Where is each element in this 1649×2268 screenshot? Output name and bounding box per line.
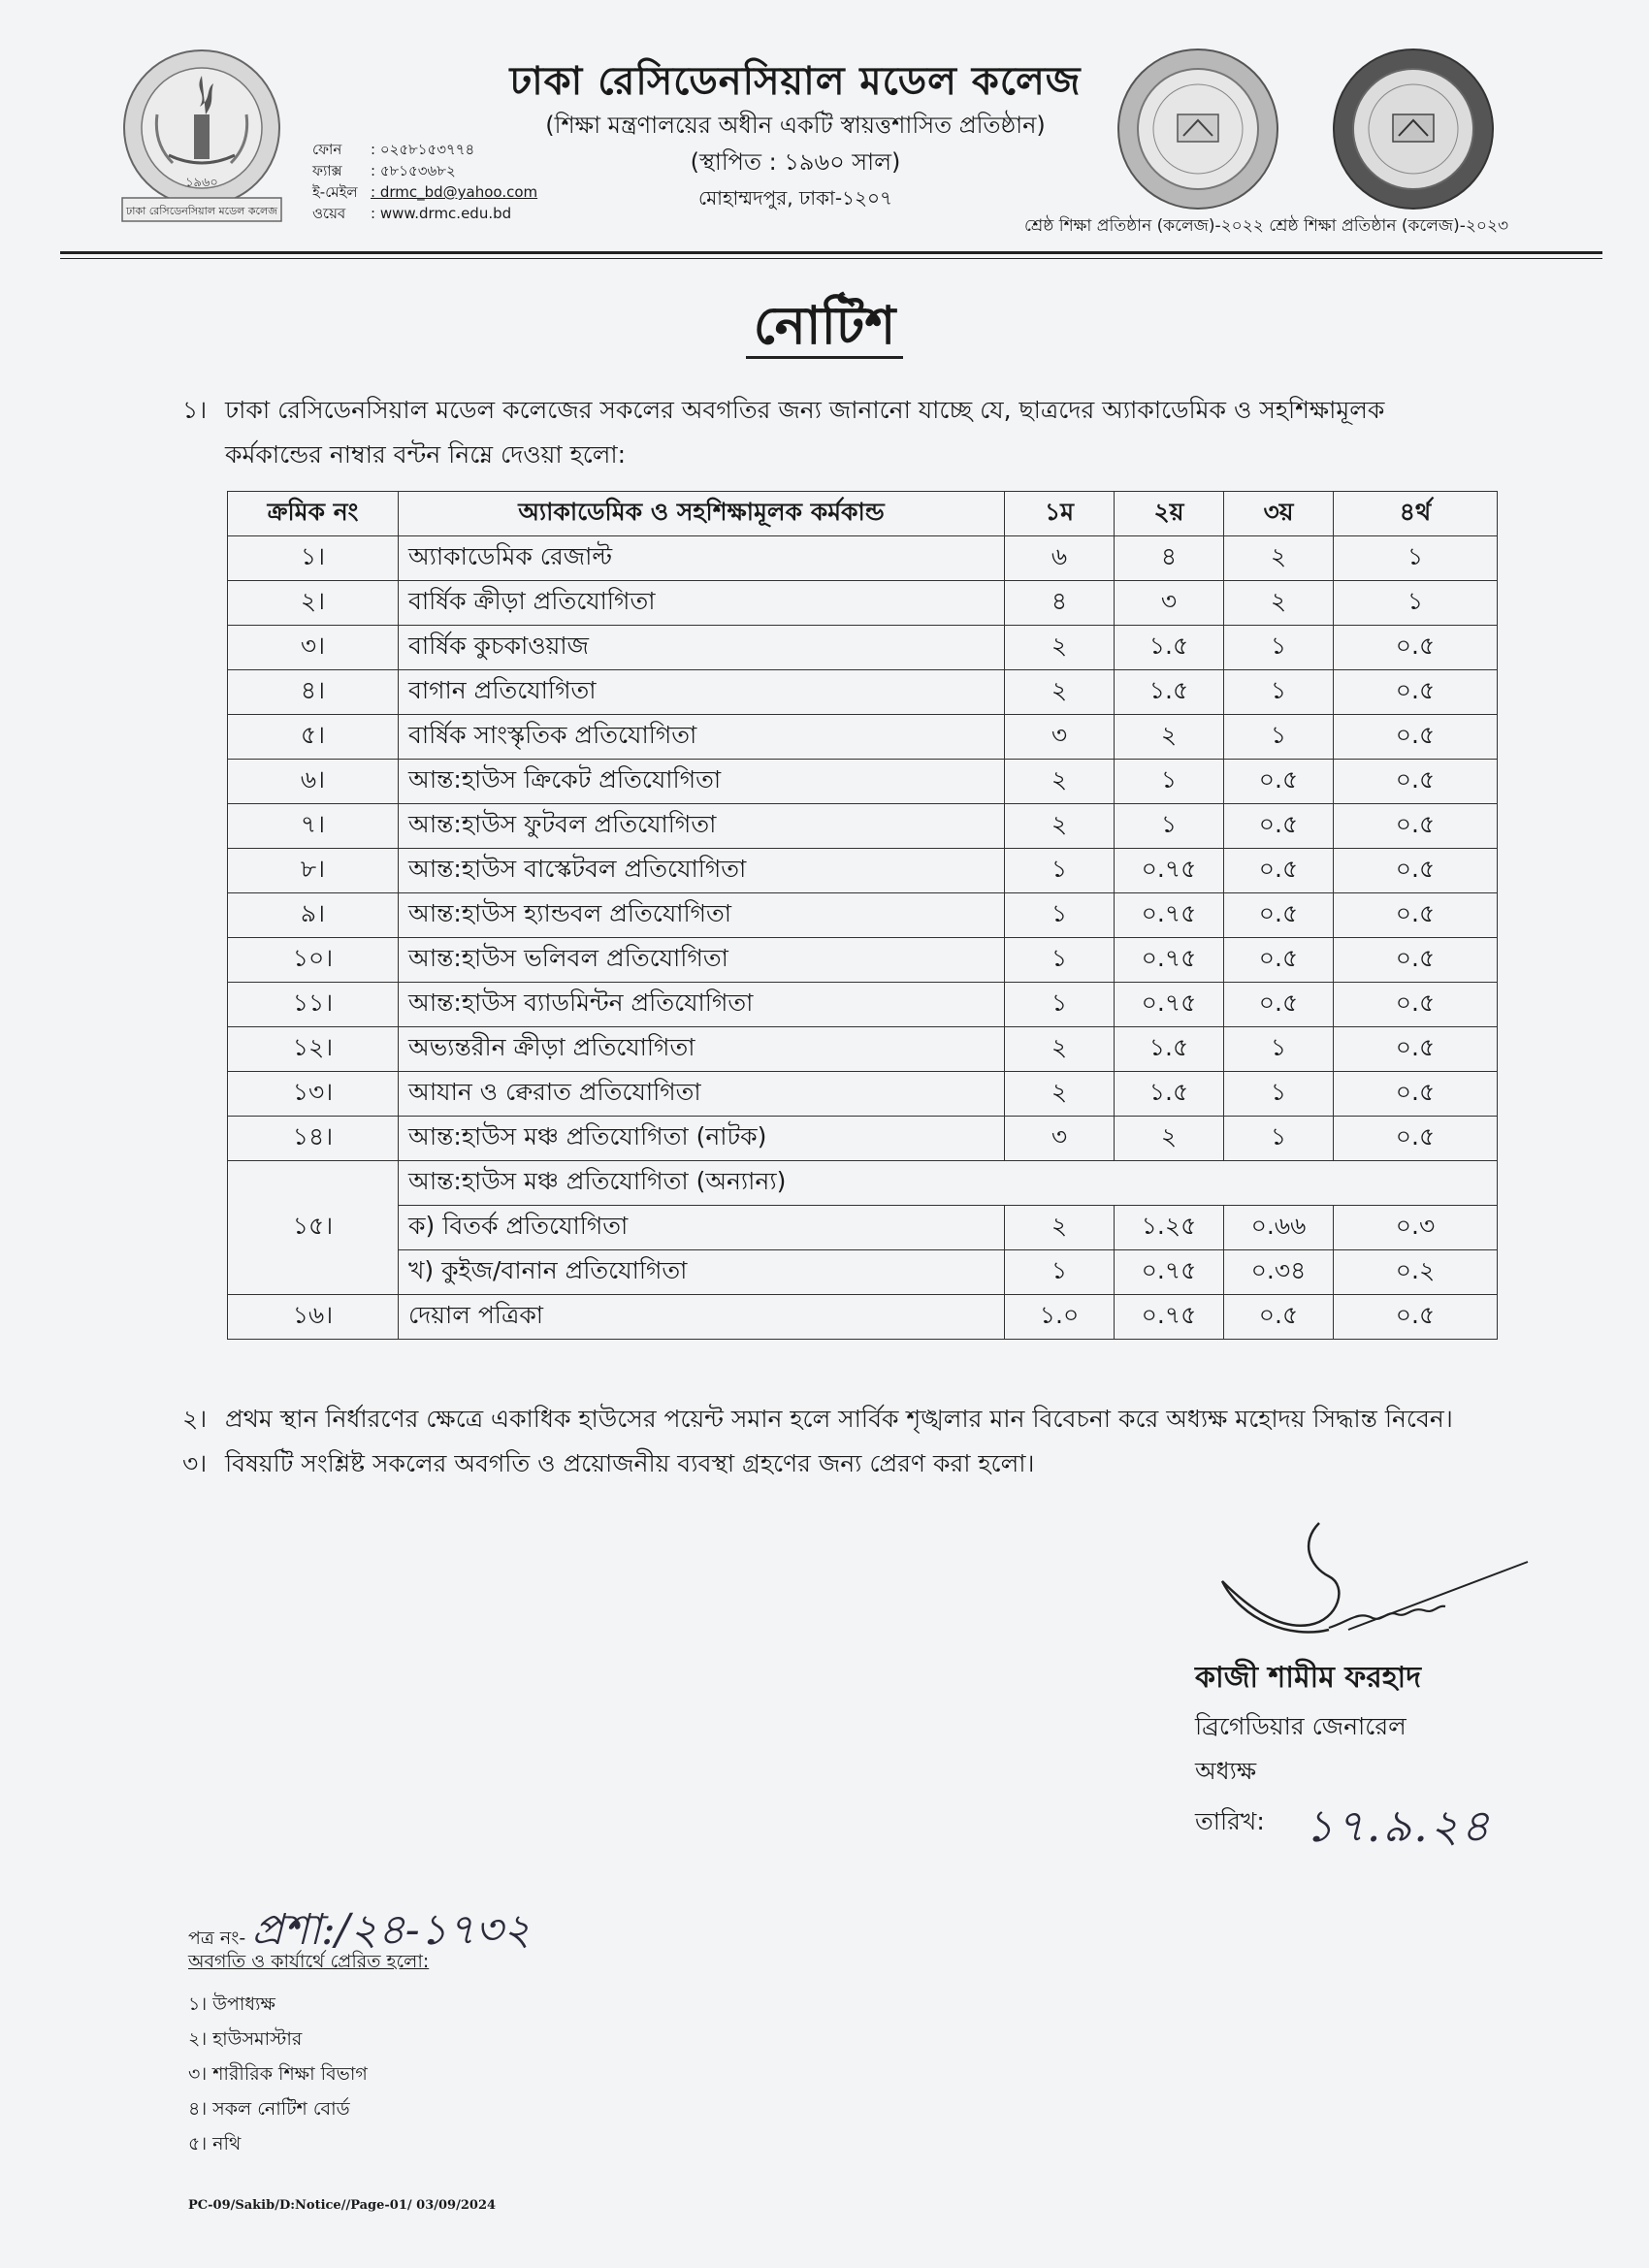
cell-1st: ১ (1005, 938, 1115, 983)
cell-3rd: ২ (1224, 581, 1334, 626)
college-address: মোহাম্মদপুর, ঢাকা-১২০৭ (697, 186, 893, 210)
reference-value: প্রশা:/২৪-১৭৩২ (251, 1905, 532, 1955)
signatory-date-label: তারিখ: (1195, 1807, 1265, 1835)
cell-2nd: ১ (1115, 804, 1224, 849)
header-3rd: ৩য় (1224, 492, 1334, 536)
list-item: ৩। শারীরিক শিক্ষা বিভাগ (188, 2063, 368, 2085)
paragraph-number: ২। (182, 1405, 208, 1433)
cell-serial: ৩। (228, 626, 399, 670)
table-row (228, 1027, 1498, 1072)
cell-1st: ৩ (1005, 1117, 1115, 1161)
cell-activity: অ্যাকাডেমিক রেজাল্ট (399, 536, 1005, 581)
cell-serial: ৫। (228, 715, 399, 760)
cell-activity: বার্ষিক ক্রীড়া প্রতিযোগিতা (399, 581, 1005, 626)
list-item: ১। উপাধ্যক্ষ (188, 1993, 275, 2015)
table-subrow (228, 1206, 1498, 1250)
cell-group-heading: আন্ত:হাউস মঞ্চ প্রতিযোগিতা (অন্যান্য) (399, 1161, 1498, 1206)
signatory-role: অধ্যক্ষ (1195, 1757, 1257, 1785)
table-row (228, 893, 1498, 938)
notice-paragraph-3 (182, 1442, 1472, 1486)
cell-2nd: ০.৭৫ (1115, 849, 1224, 893)
cell-3rd: ১ (1224, 1027, 1334, 1072)
college-logo-icon (118, 47, 285, 231)
table-row (228, 983, 1498, 1027)
handwritten-date: ১৭.৯.২৪ (1305, 1799, 1492, 1852)
contact-value: : drmc_bd@yahoo.com (371, 183, 538, 201)
table-header-row (228, 492, 1498, 536)
cc-title: অবগতি ও কার্যার্থে প্রেরিত হলো: (188, 1951, 430, 1972)
cell-activity: আন্ত:হাউস ব্যাডমিন্টন প্রতিযোগিতা (399, 983, 1005, 1027)
cell-2nd: ১.৫ (1115, 626, 1224, 670)
cell-activity: খ) কুইজ/বানান প্রতিযোগিতা (399, 1250, 1005, 1295)
cell-1st: ২ (1005, 1072, 1115, 1117)
cell-activity: আযান ও ক্বেরাত প্রতিযোগিতা (399, 1072, 1005, 1117)
contact-value: : ৫৮১৫৩৬৮২ (371, 162, 456, 179)
cell-1st: ১.০ (1005, 1295, 1115, 1340)
cell-2nd: ১.৫ (1115, 1027, 1224, 1072)
cell-3rd: ১ (1224, 1072, 1334, 1117)
cell-4th: ০.৫ (1334, 938, 1498, 983)
notice-title: নোটিশ (746, 295, 904, 359)
cell-1st: ১ (1005, 893, 1115, 938)
paragraph-text: বিষয়টি সংশ্লিষ্ট সকলের অবগতি ও প্রয়োজনীয় ব্যবস্থা গ্রহণের জন্য প্রেরণ করা হলো। (225, 1449, 1035, 1477)
cell-3rd: ০.৩৪ (1224, 1250, 1334, 1295)
table-row (228, 670, 1498, 715)
cell-activity: আন্ত:হাউস হ্যান্ডবল প্রতিযোগিতা (399, 893, 1005, 938)
cell-4th: ০.৫ (1334, 983, 1498, 1027)
table-row (228, 536, 1498, 581)
cell-serial: ৯। (228, 893, 399, 938)
cell-3rd: ২ (1224, 536, 1334, 581)
cell-3rd: ১ (1224, 1117, 1334, 1161)
logo-year: ১৯৬০ (185, 176, 218, 190)
award-seal-icon (1116, 47, 1280, 211)
header-4th: ৪র্থ (1334, 492, 1498, 536)
cell-serial: ৮। (228, 849, 399, 893)
cell-3rd: ১ (1224, 715, 1334, 760)
cell-2nd: ১.৫ (1115, 1072, 1224, 1117)
cell-2nd: ১ (1115, 760, 1224, 804)
cell-serial: ১৩। (228, 1072, 399, 1117)
cell-4th: ০.৫ (1334, 1072, 1498, 1117)
header-2nd: ২য় (1115, 492, 1224, 536)
cell-4th: ০.৫ (1334, 1295, 1498, 1340)
reference-label: পত্র নং- (188, 1928, 246, 1949)
contact-value: : www.drmc.edu.bd (371, 205, 512, 222)
notice-heading (0, 285, 1649, 373)
college-title-block (466, 56, 1125, 215)
cell-1st: ২ (1005, 1206, 1115, 1250)
contact-label: ফোন (312, 141, 342, 158)
cell-4th: ০.৫ (1334, 670, 1498, 715)
cell-2nd: ০.৭৫ (1115, 1295, 1224, 1340)
table-row-group-heading (228, 1161, 1498, 1206)
cell-activity: আন্ত:হাউস মঞ্চ প্রতিযোগিতা (নাটক) (399, 1117, 1005, 1161)
table-row (228, 804, 1498, 849)
cell-3rd: ১ (1224, 670, 1334, 715)
cell-1st: ২ (1005, 804, 1115, 849)
cell-2nd: ০.৭৫ (1115, 1250, 1224, 1295)
cell-2nd: ০.৭৫ (1115, 893, 1224, 938)
cell-activity: আন্ত:হাউস ভলিবল প্রতিযোগিতা (399, 938, 1005, 983)
header-divider (60, 258, 1602, 259)
cell-4th: ০.২ (1334, 1250, 1498, 1295)
list-item: ৪। সকল নোটিশ বোর্ড (188, 2098, 350, 2120)
cell-serial: ১৫। (228, 1161, 399, 1295)
table-row (228, 581, 1498, 626)
cell-2nd: ১.৫ (1115, 670, 1224, 715)
college-name: ঢাকা রেসিডেনসিয়াল মডেল কলেজ (509, 59, 1082, 104)
cell-2nd: ৩ (1115, 581, 1224, 626)
cell-1st: ১ (1005, 849, 1115, 893)
contact-label: ফ্যাক্স (312, 162, 342, 179)
cell-4th: ০.৩ (1334, 1206, 1498, 1250)
cell-4th: ০.৫ (1334, 893, 1498, 938)
cell-4th: ১ (1334, 581, 1498, 626)
cell-2nd: ৪ (1115, 536, 1224, 581)
handwritten-signature-icon (1203, 1513, 1533, 1659)
college-subtitle: (শিক্ষা মন্ত্রণালয়ের অধীন একটি স্বায়ত্তশাসিত প্রতিষ্ঠান) (545, 112, 1046, 139)
contact-label: ই-মেইল (312, 183, 358, 201)
cell-1st: ৪ (1005, 581, 1115, 626)
paragraph-number: ৩। (182, 1449, 208, 1477)
cell-serial: ১০। (228, 938, 399, 983)
college-established: (স্থাপিত : ১৯৬০ সাল) (690, 148, 901, 176)
table-subrow (228, 1250, 1498, 1295)
cell-serial: ৭। (228, 804, 399, 849)
cell-3rd: ০.৫ (1224, 1295, 1334, 1340)
signatory-name: কাজী শামীম ফরহাদ (1195, 1661, 1421, 1695)
cell-1st: ২ (1005, 1027, 1115, 1072)
contact-value: : ০২৫৮১৫৩৭৭৪ (371, 141, 475, 158)
header-divider (60, 251, 1602, 254)
logo-ribbon-text: ঢাকা রেসিডেনসিয়াল মডেল কলেজ (125, 205, 278, 217)
paragraph-number: ১। (182, 396, 208, 424)
cell-4th: ০.৫ (1334, 626, 1498, 670)
cell-serial: ১৬। (228, 1295, 399, 1340)
cell-1st: ৩ (1005, 715, 1115, 760)
cell-activity: বাগান প্রতিযোগিতা (399, 670, 1005, 715)
cell-3rd: ০.৫ (1224, 804, 1334, 849)
cell-4th: ০.৫ (1334, 849, 1498, 893)
cell-activity: আন্ত:হাউস বাস্কেটবল প্রতিযোগিতা (399, 849, 1005, 893)
cell-2nd: ২ (1115, 715, 1224, 760)
signatory-rank: ব্রিগেডিয়ার জেনারেল (1195, 1712, 1406, 1740)
cell-3rd: ১ (1224, 626, 1334, 670)
cell-4th: ০.৫ (1334, 1027, 1498, 1072)
cell-1st: ২ (1005, 626, 1115, 670)
cell-3rd: ০.৫ (1224, 760, 1334, 804)
cell-activity: আন্ত:হাউস ক্রিকেট প্রতিযোগিতা (399, 760, 1005, 804)
cell-serial: ১৪। (228, 1117, 399, 1161)
notice-paragraph-1 (182, 388, 1472, 477)
cell-activity: আন্ত:হাউস ফুটবল প্রতিযোগিতা (399, 804, 1005, 849)
header-activity: অ্যাকাডেমিক ও সহশিক্ষামূলক কর্মকান্ড (399, 492, 1005, 536)
paragraph-text: ঢাকা রেসিডেনসিয়াল মডেল কলেজের সকলের অবগতির জন্য জানানো যাচ্ছে যে, ছাত্রদের অ্যাকাডেমিক ও সহশিক্ষামূলক কর্মকান্ডের নাম্বার বন্টন নিম্নে দেওয়া হলো: (225, 396, 1385, 469)
cell-activity: অভ্যন্তরীন ক্রীড়া প্রতিযোগিতা (399, 1027, 1005, 1072)
cell-serial: ১১। (228, 983, 399, 1027)
cell-3rd: ০.৫ (1224, 849, 1334, 893)
cell-1st: ২ (1005, 760, 1115, 804)
cell-serial: ৬। (228, 760, 399, 804)
cell-4th: ০.৫ (1334, 1117, 1498, 1161)
table-row (228, 1072, 1498, 1117)
cell-4th: ০.৫ (1334, 760, 1498, 804)
cell-2nd: ০.৭৫ (1115, 938, 1224, 983)
contact-label: ওয়েব (312, 205, 346, 222)
cell-3rd: ০.৫ (1224, 983, 1334, 1027)
cell-4th: ০.৫ (1334, 715, 1498, 760)
header-1st: ১ম (1005, 492, 1115, 536)
cell-activity: দেয়াল পত্রিকা (399, 1295, 1005, 1340)
cell-3rd: ০.৫ (1224, 893, 1334, 938)
cell-4th: ০.৫ (1334, 804, 1498, 849)
marks-distribution-table (227, 491, 1498, 1340)
cell-3rd: ০.৬৬ (1224, 1206, 1334, 1250)
cc-list (188, 1987, 368, 2161)
award-seal-icon (1331, 47, 1496, 211)
paragraph-text: প্রথম স্থান নির্ধারণের ক্ষেত্রে একাধিক হাউসের পয়েন্ট সমান হলে সার্বিক শৃঙ্খলার মান বিবেচনা করে অধ্যক্ষ মহোদয় সিদ্ধান্ত নিবেন। (225, 1405, 1453, 1433)
cell-2nd: ০.৭৫ (1115, 983, 1224, 1027)
notice-paragraphs-2-3 (182, 1397, 1472, 1486)
cell-activity: ক) বিতর্ক প্রতিযোগিতা (399, 1206, 1005, 1250)
header-serial: ক্রমিক নং (228, 492, 399, 536)
cell-1st: ১ (1005, 983, 1115, 1027)
table-row (228, 849, 1498, 893)
table-row (228, 760, 1498, 804)
footer-code: PC-09/Sakib/D:Notice//Page-01/ 03/09/2024 (188, 2198, 497, 2213)
table-row (228, 626, 1498, 670)
cell-serial: ১২। (228, 1027, 399, 1072)
cell-1st: ৬ (1005, 536, 1115, 581)
cell-activity: বার্ষিক সাংস্কৃতিক প্রতিযোগিতা (399, 715, 1005, 760)
table-row (228, 1117, 1498, 1161)
list-item: ২। হাউসমাস্টার (188, 2028, 303, 2050)
cell-serial: ১। (228, 536, 399, 581)
cell-serial: ২। (228, 581, 399, 626)
award-captions: শ্রেষ্ঠ শিক্ষা প্রতিষ্ঠান (কলেজ)-২০২২ শ্রেষ্ঠ শিক্ষা প্রতিষ্ঠান (কলেজ)-২০২৩ (1024, 216, 1509, 236)
cell-serial: ৪। (228, 670, 399, 715)
list-item: ৫। নথি (188, 2133, 242, 2155)
notice-paragraph-2 (182, 1397, 1472, 1442)
cell-1st: ২ (1005, 670, 1115, 715)
cell-4th: ১ (1334, 536, 1498, 581)
table-row (228, 1295, 1498, 1340)
cell-2nd: ২ (1115, 1117, 1224, 1161)
table-row (228, 715, 1498, 760)
cell-activity: বার্ষিক কুচকাওয়াজ (399, 626, 1005, 670)
table-row (228, 938, 1498, 983)
cell-2nd: ১.২৫ (1115, 1206, 1224, 1250)
cell-1st: ১ (1005, 1250, 1115, 1295)
cell-3rd: ০.৫ (1224, 938, 1334, 983)
